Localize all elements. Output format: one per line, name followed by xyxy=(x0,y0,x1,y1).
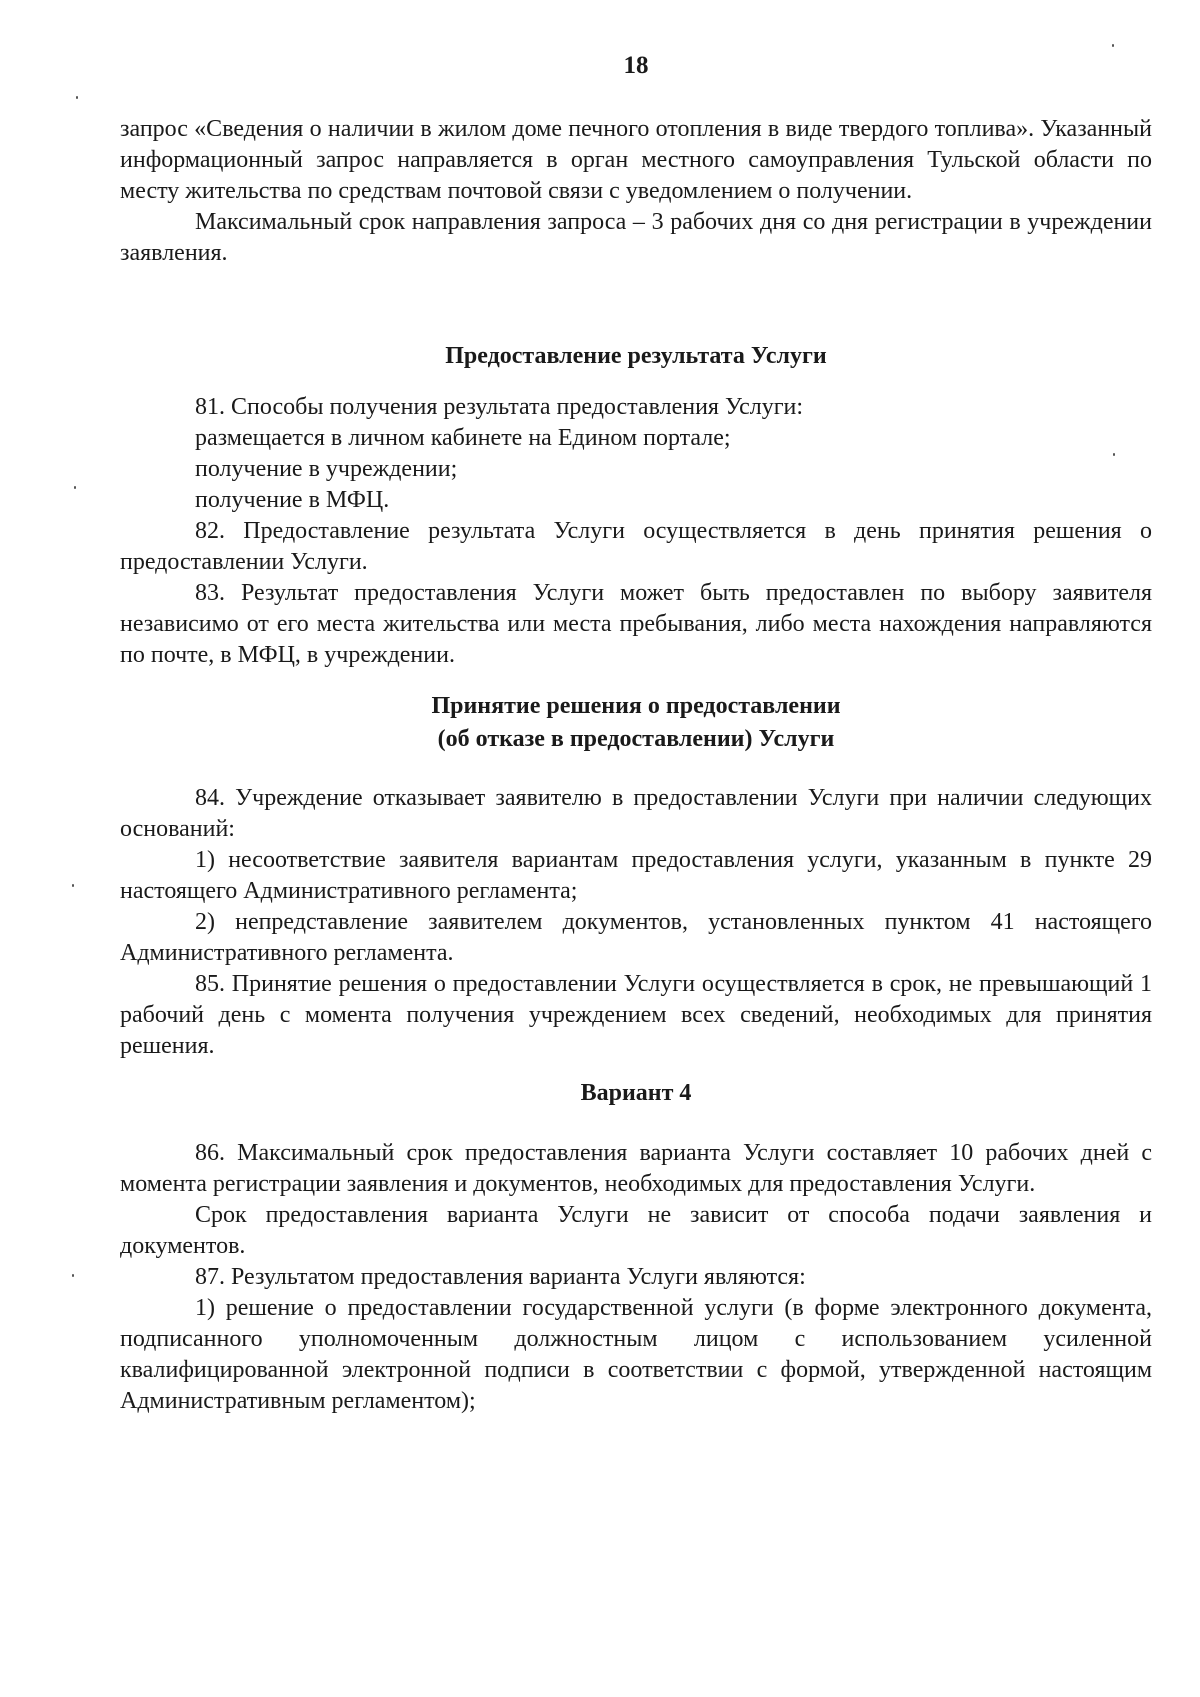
paragraph-86: 86. Максимальный срок предоставления варианта Услуги составляет 10 рабочих дней с момента регистрации заявления и документов, необходимых для предоставления Услуги. xyxy=(120,1140,1152,1197)
paragraph-84: 84. Учреждение отказывает заявителю в предоставлении Услуги при наличии следующих оснований: xyxy=(120,785,1152,842)
paragraph-85: 85. Принятие решения о предоставлении Услуги осуществляется в срок, не превышающий 1 рабочий день с момента получения учреждением всех сведений, необходимых для принятия решения. xyxy=(120,971,1152,1059)
list-item: получение в МФЦ. xyxy=(195,487,390,513)
list-item: 2) непредставление заявителем документов, установленных пунктом 41 настоящего Административного регламента. xyxy=(120,909,1152,966)
paragraph-83: 83. Результат предоставления Услуги может быть предоставлен по выбору заявителя независимо от его места жительства или места пребывания, либо места нахождения направляются по почте, в МФЦ, в учреждении. xyxy=(120,580,1152,668)
scan-speck xyxy=(72,884,74,887)
list-item: размещается в личном кабинете на Едином портале; xyxy=(195,425,731,451)
scan-speck xyxy=(1113,453,1115,456)
paragraph-86-term: Срок предоставления варианта Услуги не зависит от способа подачи заявления и документов. xyxy=(120,1202,1152,1259)
scan-speck xyxy=(76,96,78,99)
list-item: 1) несоответствие заявителя вариантам предоставления услуги, указанным в пункте 29 настоящего Административного регламента; xyxy=(120,847,1152,904)
scan-speck xyxy=(1112,44,1114,47)
page-number: 18 xyxy=(623,52,649,79)
heading-line: (об отказе в предоставлении) Услуги xyxy=(437,726,835,752)
paragraph-87: 87. Результатом предоставления варианта Услуги являются: xyxy=(195,1264,806,1290)
section-heading-variant-4: Вариант 4 xyxy=(580,1080,692,1106)
intro-text xyxy=(120,114,1152,269)
intro-paragraph: запрос «Сведения о наличии в жилом доме печного отопления в виде твердого топлива». Указанный информационный запрос направляется в орган местного самоуправления Тульской области по месту жительства по средствам почтовой связи с уведомлением о получении. xyxy=(120,116,1152,204)
section-result-body xyxy=(120,392,1152,671)
section-heading-result: Предоставление результата Услуги xyxy=(445,343,827,369)
paragraph-81: 81. Способы получения результата предоставления Услуги: xyxy=(195,394,804,420)
section-decision-body xyxy=(120,783,1152,1062)
list-item: получение в учреждении; xyxy=(195,456,458,482)
scan-speck xyxy=(72,1274,74,1277)
scan-speck xyxy=(74,486,76,489)
section-variant-4-body xyxy=(120,1138,1152,1417)
list-item: 1) решение о предоставлении государственной услуги (в форме электронного документа, подписанного уполномоченным должностным лицом с использованием усиленной квалифицированной электронной подписи в соответствии с формой, утвержденной настоящим Административным регламентом); xyxy=(120,1295,1152,1414)
paragraph-82: 82. Предоставление результата Услуги осуществляется в день принятия решения о предоставлении Услуги. xyxy=(120,518,1152,575)
heading-line: Принятие решения о предоставлении xyxy=(431,693,841,719)
intro-paragraph-deadline: Максимальный срок направления запроса – 3 рабочих дня со дня регистрации в учреждении заявления. xyxy=(120,209,1152,266)
section-heading-decision xyxy=(120,690,1152,756)
